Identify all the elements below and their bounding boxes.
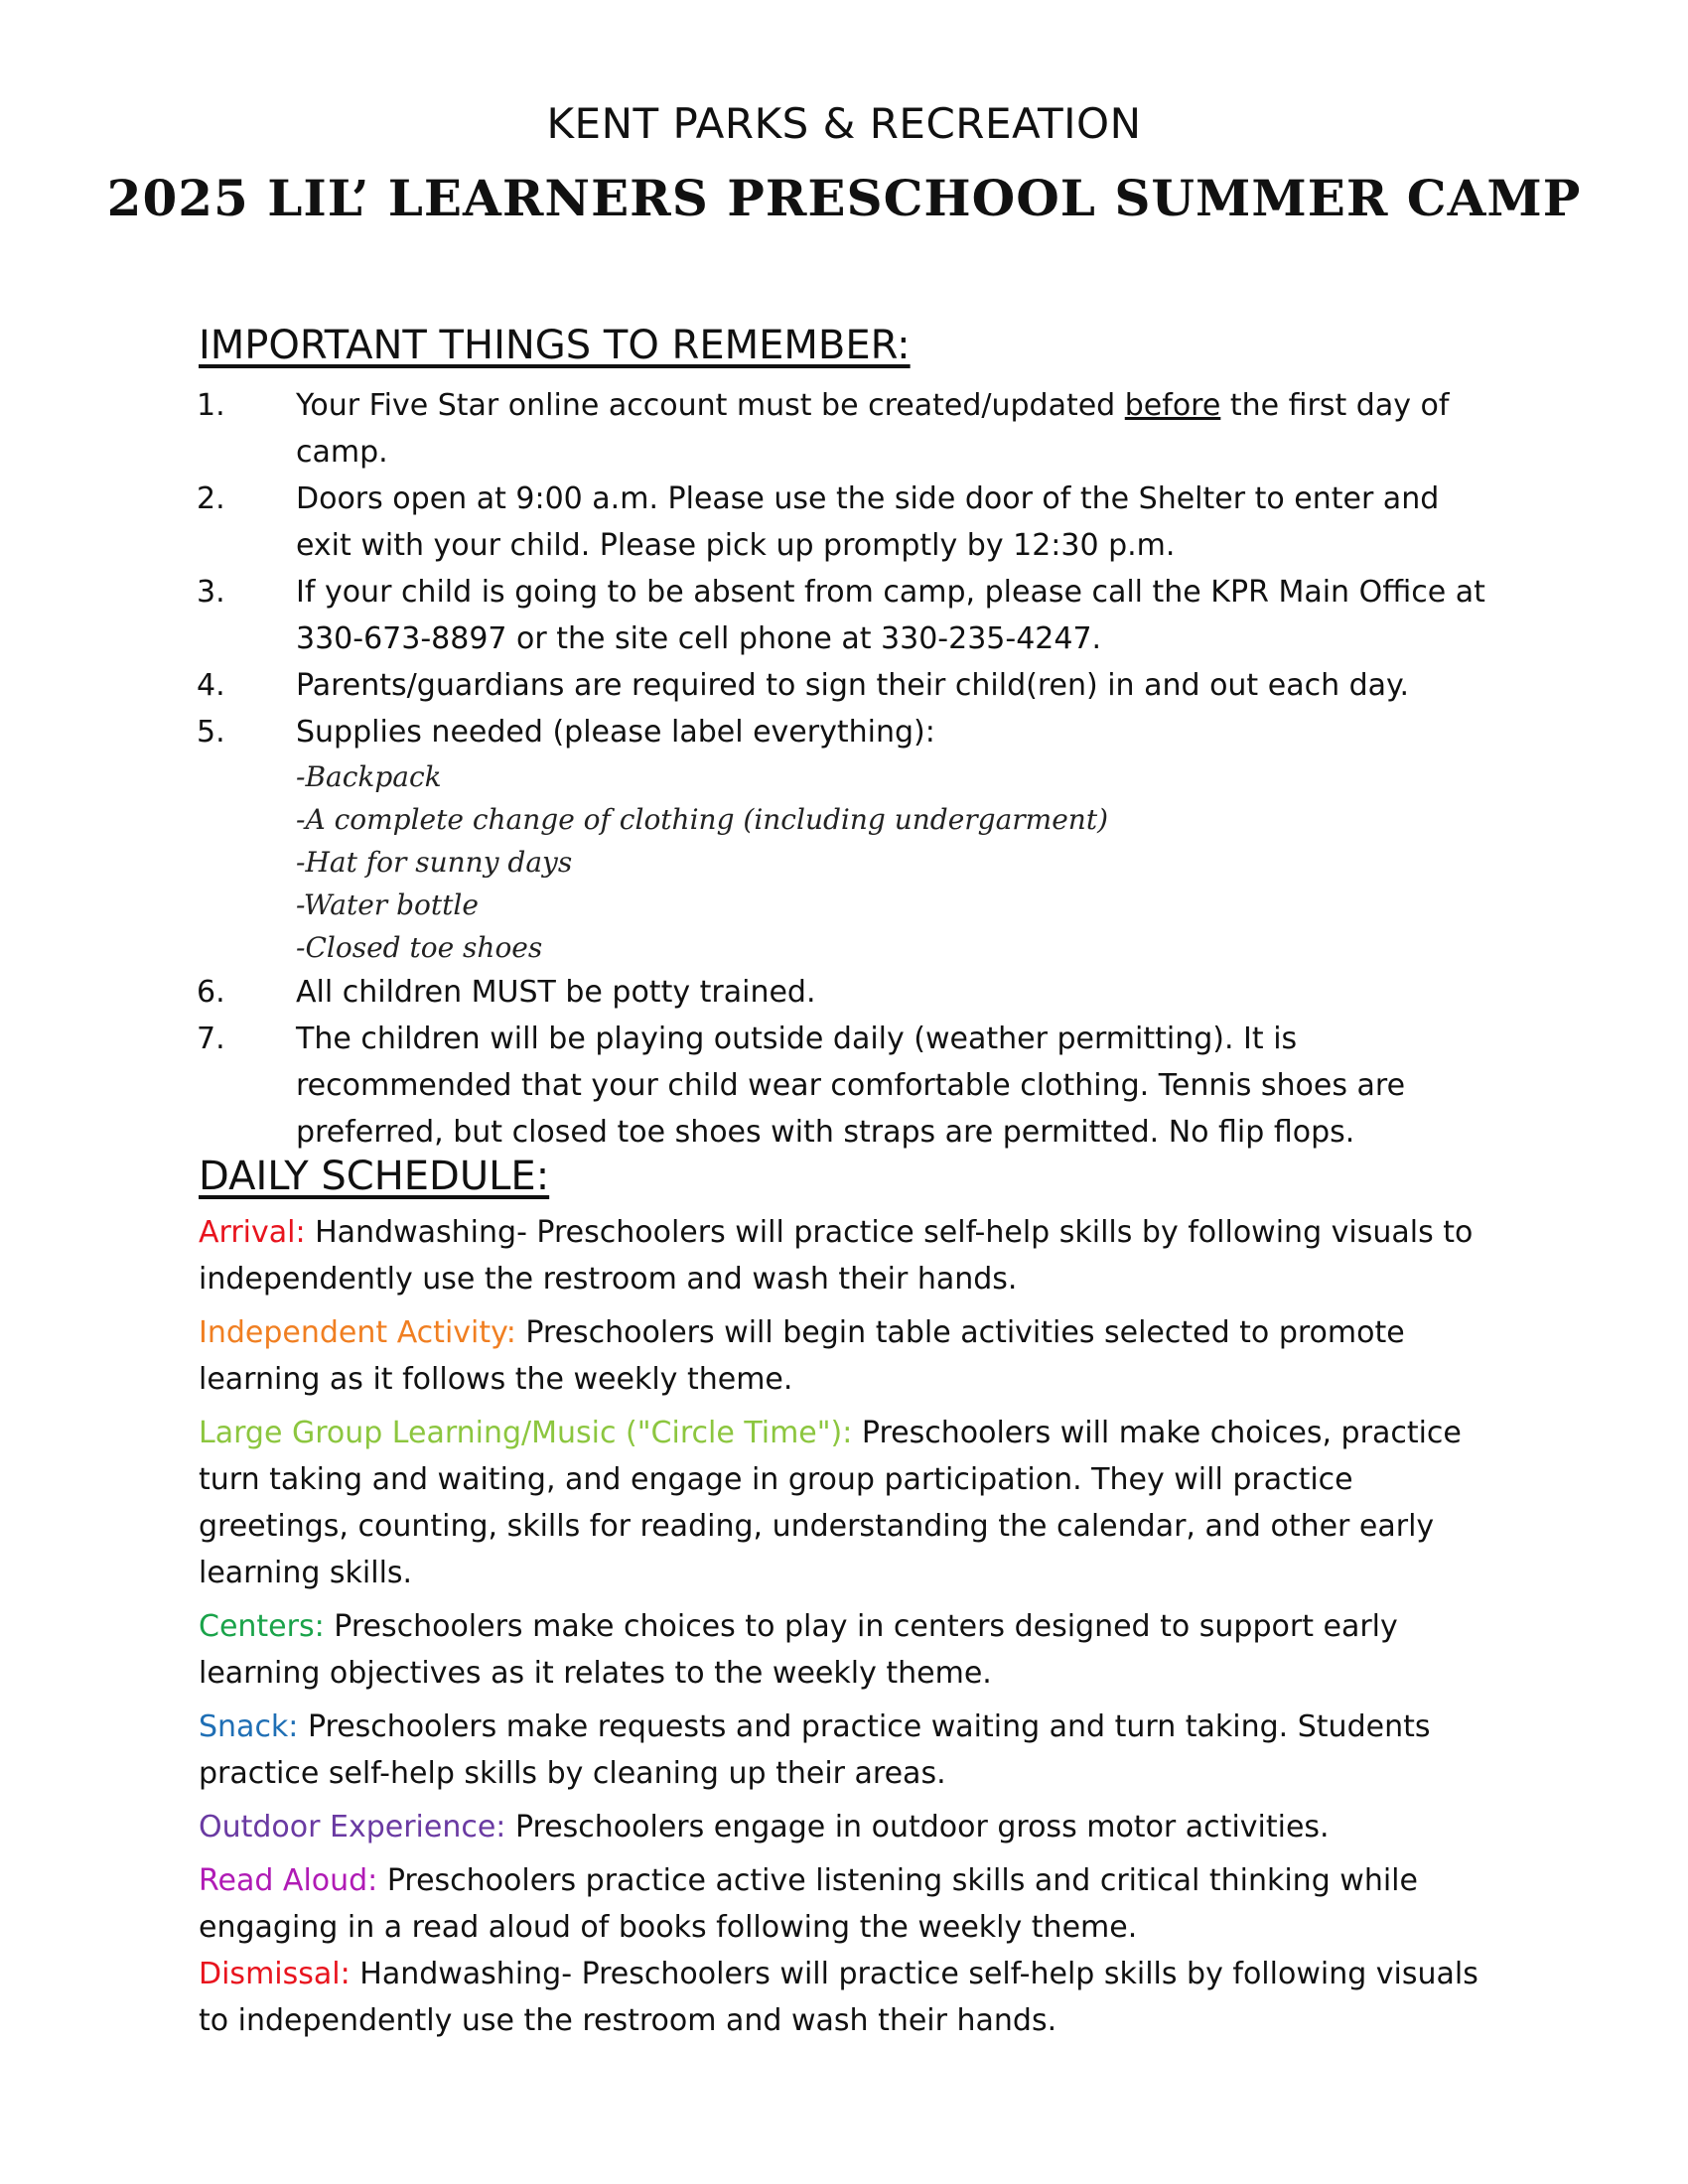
schedule-label: Snack: — [199, 1709, 299, 1744]
item-text: If your child is going to be absent from camp, please call the KPR Main Office at 330-673-8897 or the site cell phone at 330-235-4247. — [296, 575, 1485, 656]
schedule-description: Preschoolers make choices to play in centers designed to support early learning objectives as it relates to the weekly theme. — [199, 1609, 1398, 1691]
schedule-label: Arrival: — [199, 1215, 306, 1250]
schedule-item-dismissal — [199, 1951, 1499, 2044]
list-item — [197, 969, 1497, 1016]
item-number: 4. — [197, 668, 225, 703]
list-item — [197, 382, 1497, 476]
item-number: 7. — [197, 1022, 225, 1056]
item-text: All children MUST be potty trained. — [296, 975, 816, 1010]
schedule-label: Outdoor Experience: — [199, 1810, 506, 1844]
list-item — [197, 662, 1497, 709]
schedule-label: Dismissal: — [199, 1957, 351, 1991]
important-list — [197, 382, 1497, 1156]
camp-title: 2025 LIL’ LEARNERS PRESCHOOL SUMMER CAMP — [106, 169, 1582, 227]
schedule-description: Preschoolers practice active listening skills and critical thinking while engaging in a read aloud of books following the weekly theme. — [199, 1863, 1418, 1945]
supplies-list — [296, 755, 1497, 969]
supplies-intro: Supplies needed (please label everything): — [296, 715, 935, 750]
schedule-item-centers — [199, 1603, 1499, 1697]
schedule-item-outdoor — [199, 1804, 1499, 1850]
item-text-part: Your Five Star online account must be created/updated — [296, 388, 1125, 423]
organization-name: KENT PARKS & RECREATION — [546, 99, 1142, 148]
item-text — [296, 709, 1497, 969]
schedule-label: Centers: — [199, 1609, 325, 1644]
list-item — [197, 569, 1497, 662]
item-number: 3. — [197, 575, 225, 610]
item-number: 6. — [197, 975, 225, 1010]
schedule-description: Preschoolers make requests and practice waiting and turn taking. Students practice self-help skills by cleaning up their areas. — [199, 1709, 1431, 1791]
schedule-description: Handwashing- Preschoolers will practice self-help skills by following visuals to independently use the restroom and wash their hands. — [199, 1215, 1474, 1297]
supply-item: -Backpack — [296, 760, 442, 793]
schedule-list — [199, 1209, 1499, 2051]
schedule-description: Preschoolers will make choices, practice turn taking and waiting, and engage in group participation. They will practice greetings, counting, skills for reading, understanding the calendar, and other early learning skills. — [199, 1416, 1462, 1590]
schedule-heading: DAILY SCHEDULE: — [199, 1154, 550, 1199]
schedule-item-arrival — [199, 1209, 1499, 1302]
item-number: 2. — [197, 481, 225, 516]
schedule-description: Preschoolers will begin table activities selected to promote learning as it follows the weekly theme. — [199, 1315, 1405, 1397]
item-text — [296, 382, 1497, 476]
schedule-item-read-aloud — [199, 1857, 1499, 1951]
underlined-word: before — [1124, 388, 1221, 423]
important-heading: IMPORTANT THINGS TO REMEMBER: — [199, 323, 911, 368]
supply-item: -A complete change of clothing (including undergarment) — [296, 803, 1108, 836]
schedule-item-large-group — [199, 1410, 1499, 1596]
schedule-item-snack — [199, 1704, 1499, 1797]
supply-item: -Closed toe shoes — [296, 931, 543, 964]
item-text-part: the first day of camp. — [296, 388, 1450, 470]
item-number: 1. — [197, 388, 225, 423]
schedule-label: Read Aloud: — [199, 1863, 378, 1898]
item-text: Parents/guardians are required to sign their child(ren) in and out each day. — [296, 668, 1410, 703]
item-text: The children will be playing outside daily (weather permitting). It is recommended that your child wear comfortable clothing. Tennis shoes are preferred, but closed toe shoes with straps are permitted. No flip flops. — [296, 1022, 1406, 1150]
item-text: Doors open at 9:00 a.m. Please use the side door of the Shelter to enter and exit with your child. Please pick up promptly by 12:30 p.m. — [296, 481, 1440, 563]
schedule-item-independent-activity — [199, 1309, 1499, 1403]
schedule-label: Independent Activity: — [199, 1315, 516, 1350]
schedule-description: Handwashing- Preschoolers will practice self-help skills by following visuals to independently use the restroom and wash their hands. — [199, 1957, 1478, 2038]
schedule-label: Large Group Learning/Music ("Circle Time"): — [199, 1416, 853, 1450]
list-item — [197, 476, 1497, 569]
schedule-description: Preschoolers engage in outdoor gross motor activities. — [505, 1810, 1330, 1844]
supply-item: -Water bottle — [296, 888, 479, 921]
item-number: 5. — [197, 715, 225, 750]
list-item — [197, 709, 1497, 969]
supply-item: -Hat for sunny days — [296, 846, 573, 879]
list-item — [197, 1016, 1497, 1156]
